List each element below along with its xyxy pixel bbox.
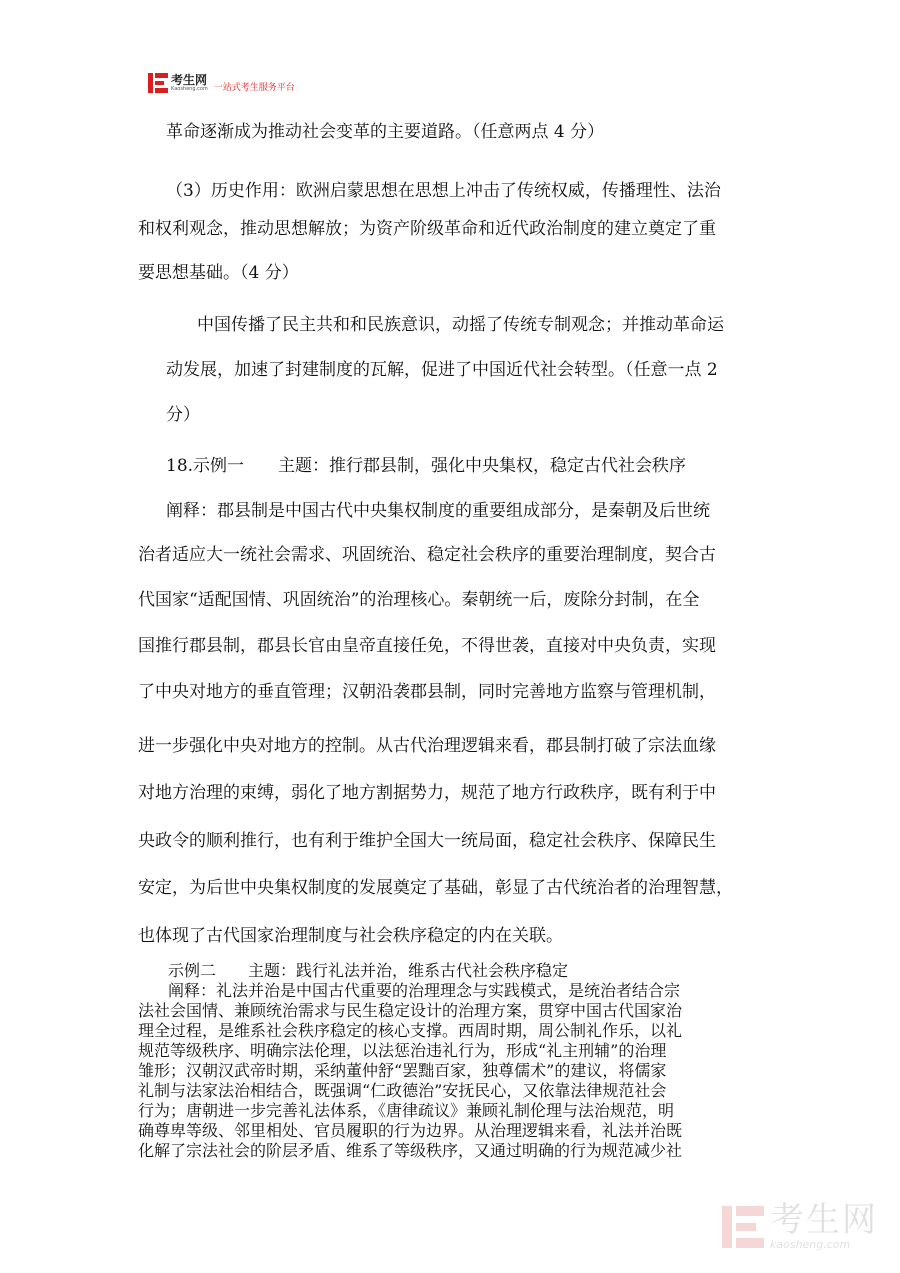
text-line: 确尊卑等级、邻里相处、官员履职的行为边界。从治理逻辑来看，礼法并治既: [138, 1121, 683, 1140]
site-logo: [148, 72, 295, 94]
text-line: 和权利观念，推动思想解放；为资产阶级革命和近代政治制度的建立奠定了重: [138, 219, 716, 239]
logo-domain: Kaosheng.com: [171, 86, 208, 92]
text-line: （3）历史作用：欧洲启蒙思想在思想上冲击了传统权威，传播理性、法治: [166, 181, 721, 201]
watermark-name: 考生网: [770, 1200, 878, 1240]
logo-name: 考生网: [171, 73, 208, 87]
section-heading: 示例二 主题：践行礼法并治，维系古代社会秩序稳定: [168, 961, 569, 980]
text-line: 理全过程，是维系社会秩序稳定的核心支撑。西周时期，周公制礼作乐，以礼: [138, 1021, 683, 1040]
watermark-domain: kaosheng.com: [770, 1238, 851, 1251]
text-line: 安定，为后世中央集权制度的发展奠定了基础，彰显了古代统治者的治理智慧，: [138, 878, 733, 898]
text-line: 中国传播了民主共和和民族意识，动摇了传统专制观念；并推动革命运: [197, 315, 724, 335]
text-line: 阐释：郡县制是中国古代中央集权制度的重要组成部分，是秦朝及后世统: [166, 501, 710, 521]
section-heading: 18.示例一 主题：推行郡县制，强化中央集权，稳定古代社会秩序: [166, 456, 687, 476]
text-line: 治者适应大一统社会需求、巩固统治、稳定社会秩序的重要治理制度，契合古: [138, 545, 716, 565]
text-line: 代国家“适配国情、巩固统治”的治理核心。秦朝统一后，废除分封制，在全: [138, 590, 700, 610]
text-line: 对地方治理的束缚，弱化了地方割据势力，规范了地方行政秩序，既有利于中: [138, 783, 716, 803]
text-line: 规范等级秩序、明确宗法伦理，以法惩治违礼行为，形成“礼主刑辅”的治理: [138, 1041, 667, 1060]
text-line: 了中央对地方的垂直管理；汉朝沿袭郡县制，同时完善地方监察与管理机制，: [138, 682, 716, 702]
text-line: 礼制与法家法治相结合，既强调“仁政德治”安抚民心，又依靠法律规范社会: [138, 1081, 667, 1100]
text-line: 国推行郡县制，郡县长官由皇帝直接任免，不得世袭，直接对中央负责，实现: [138, 636, 716, 656]
text-line: 也体现了古代国家治理制度与社会秩序稳定的内在关联。: [138, 926, 563, 946]
text-line: 要思想基础。（4 分）: [138, 263, 299, 283]
text-line: 央政令的顺利推行，也有利于维护全国大一统局面，稳定社会秩序、保障民生: [138, 831, 716, 851]
text-line: 动发展，加速了封建制度的瓦解，促进了中国近代社会转型。（任意一点 2: [166, 360, 718, 380]
logo-slogan: 一站式考生服务平台: [213, 82, 295, 93]
text-line: 阐释：礼法并治是中国古代重要的治理理念与实践模式，是统治者结合宗: [168, 981, 681, 1000]
text-line: 革命逐渐成为推动社会变革的主要道路。（任意两点 4 分）: [166, 122, 605, 142]
text-line: 分）: [166, 405, 200, 425]
logo-icon: [148, 73, 168, 93]
text-line: 雏形；汉朝汉武帝时期，采纳董仲舒“罢黜百家，独尊儒术”的建议，将儒家: [138, 1061, 667, 1080]
text-line: 进一步强化中央对地方的控制。从古代治理逻辑来看，郡县制打破了宗法血缘: [138, 736, 716, 756]
text-line: 行为；唐朝进一步完善礼法体系，《唐律疏议》兼顾礼制伦理与法治规范，明: [138, 1101, 675, 1120]
text-line: 法社会国情、兼顾统治需求与民生稳定设计的治理方案，贯穿中国古代国家治: [138, 1001, 683, 1020]
watermark-icon: [722, 1206, 764, 1248]
text-line: 化解了宗法社会的阶层矛盾、维系了等级秩序，又通过明确的行为规范减少社: [138, 1141, 683, 1160]
watermark-logo: [722, 1200, 878, 1251]
